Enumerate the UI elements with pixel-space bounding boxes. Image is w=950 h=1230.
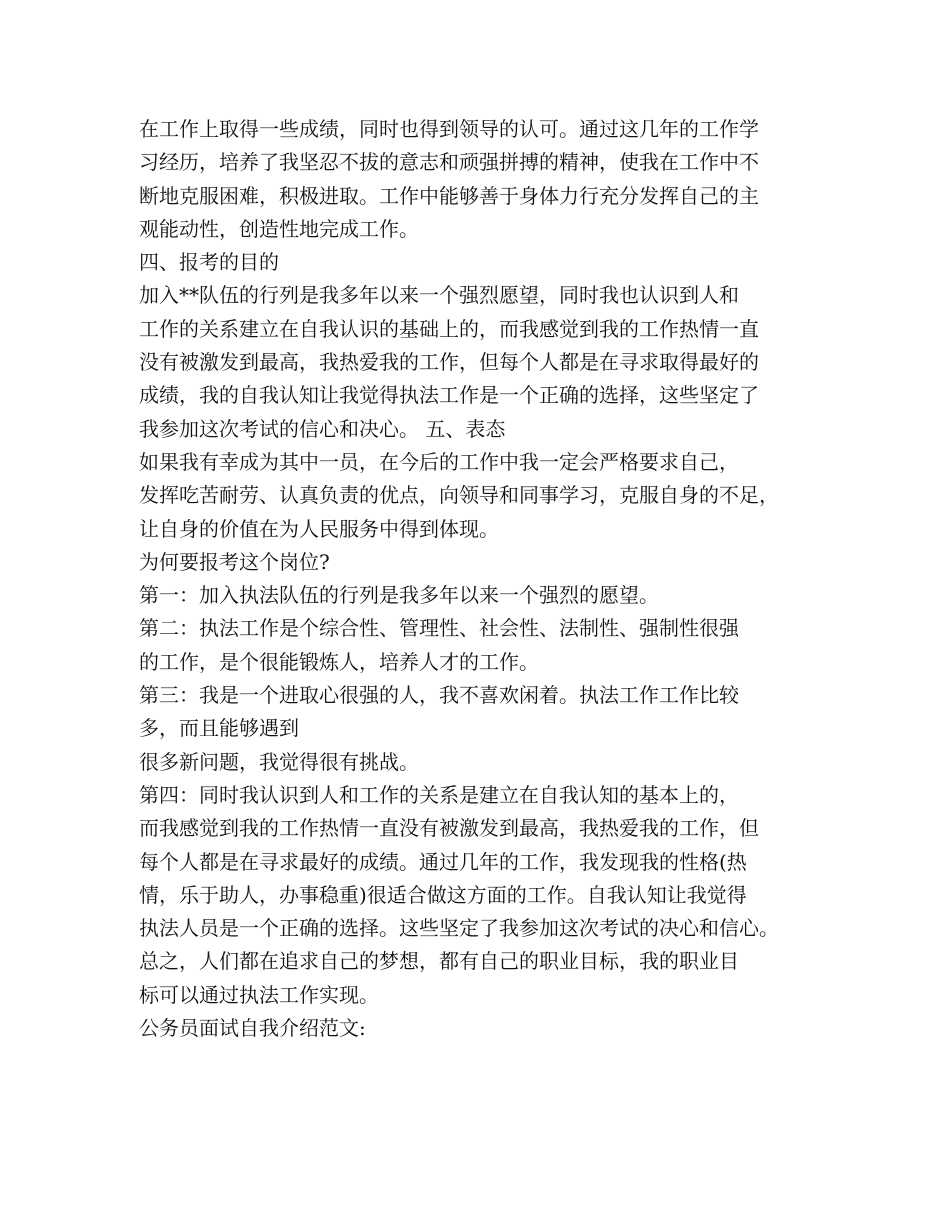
text-line: 情，乐于助人，办事稳重)很适合做这方面的工作。自我认知让我觉得 xyxy=(139,882,747,907)
text-line: 让自身的价值在为人民服务中得到体现。 xyxy=(139,516,499,541)
text-line: 总之，人们都在追求自己的梦想，都有自己的职业目标，我的职业目 xyxy=(139,949,739,974)
text-line: 而我感觉到我的工作热情一直没有被激发到最高，我热爱我的工作，但 xyxy=(139,816,759,841)
text-line: 第二：执法工作是个综合性、管理性、社会性、法制性、强制性很强 xyxy=(139,616,739,641)
text-line: 执法人员是一个正确的选择。这些坚定了我参加这次考试的决心和信心。 xyxy=(139,916,779,941)
section-heading: 四、报考的目的 xyxy=(139,250,279,275)
text-line: 每个人都是在寻求最好的成绩。通过几年的工作，我发现我的性格(热 xyxy=(139,849,747,874)
text-line: 成绩，我的自我认知让我觉得执法工作是一个正确的选择，这些坚定了 xyxy=(139,383,759,408)
text-line: 没有被激发到最高，我热爱我的工作，但每个人都是在寻求取得最好的 xyxy=(139,350,759,375)
text-line: 我参加这次考试的信心和决心。 五、表态 xyxy=(139,416,506,441)
text-line: 发挥吃苦耐劳、认真负责的优点，向领导和同事学习，克服自身的不足， xyxy=(139,483,779,508)
text-line: 加入**队伍的行列是我多年以来一个强烈愿望，同时我也认识到人和 xyxy=(139,283,739,308)
document-body xyxy=(139,113,839,1045)
text-line: 如果我有幸成为其中一员，在今后的工作中我一定会严格要求自己， xyxy=(139,449,739,474)
text-line: 习经历，培养了我坚忍不拔的意志和顽强拼搏的精神，使我在工作中不 xyxy=(139,150,759,175)
text-line: 公务员面试自我介绍范文: xyxy=(139,1016,366,1041)
text-line: 第一：加入执法队伍的行列是我多年以来一个强烈的愿望。 xyxy=(139,583,659,608)
text-line: 断地克服困难，积极进取。工作中能够善于身体力行充分发挥自己的主 xyxy=(139,183,759,208)
text-line: 在工作上取得一些成绩，同时也得到领导的认可。通过这几年的工作学 xyxy=(139,117,759,141)
text-line: 第三：我是一个进取心很强的人，我不喜欢闲着。执法工作工作比较 xyxy=(139,683,739,708)
text-line: 多，而且能够遇到 xyxy=(139,716,299,741)
text-line: 工作的关系建立在自我认识的基础上的，而我感觉到我的工作热情一直 xyxy=(139,316,759,341)
text-line: 的工作，是个很能锻炼人，培养人才的工作。 xyxy=(139,649,539,674)
text-line: 很多新问题，我觉得很有挑战。 xyxy=(139,749,419,774)
text-line: 标可以通过执法工作实现。 xyxy=(139,982,379,1007)
text-line: 观能动性，创造性地完成工作。 xyxy=(139,216,419,241)
text-line: 第四：同时我认识到人和工作的关系是建立在自我认知的基本上的， xyxy=(139,782,739,807)
question-heading: 为何要报考这个岗位? xyxy=(139,549,330,574)
